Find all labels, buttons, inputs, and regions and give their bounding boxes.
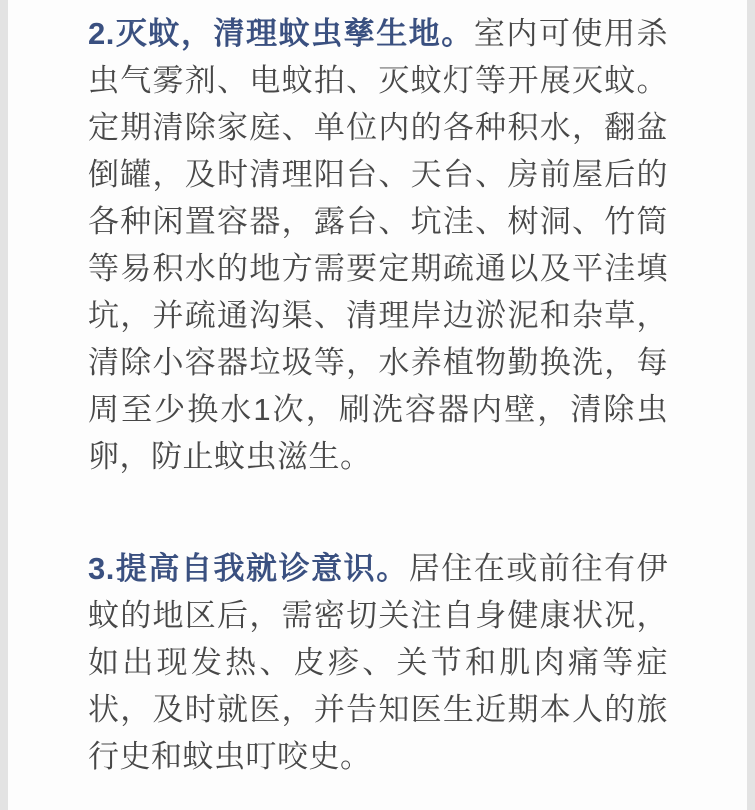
paragraph-mosquito-elimination [88,10,668,480]
paragraph-body: 居住在或前往有伊蚊的地区后，需密切关注自身健康状况，如出现发热、皮疹、关节和肌肉痛等症状，及时就医，并告知医生近期本人的旅行史和蚊虫叮咬史。 [88,551,668,774]
article-content [8,0,747,810]
paragraph-heading: 2.灭蚊，清理蚊虫孳生地。 [88,16,474,51]
paragraph-self-diagnosis-awareness [88,545,668,780]
paragraph-body: 室内可使用杀虫气雾剂、电蚊拍、灭蚊灯等开展灭蚊。定期清除家庭、单位内的各种积水，翻盆倒罐，及时清理阳台、天台、房前屋后的各种闲置容器，露台、坑洼、树洞、竹筒等易积水的地方需要定期疏通以及平洼填坑，并疏通沟渠、清理岸边淤泥和杂草，清除小容器垃圾等，水养植物勤换洗，每周至少换水1次，刷洗容器内壁，清除虫卵，防止蚊虫滋生。 [88,16,669,474]
paragraph-heading: 3.提高自我就诊意识。 [88,551,409,586]
